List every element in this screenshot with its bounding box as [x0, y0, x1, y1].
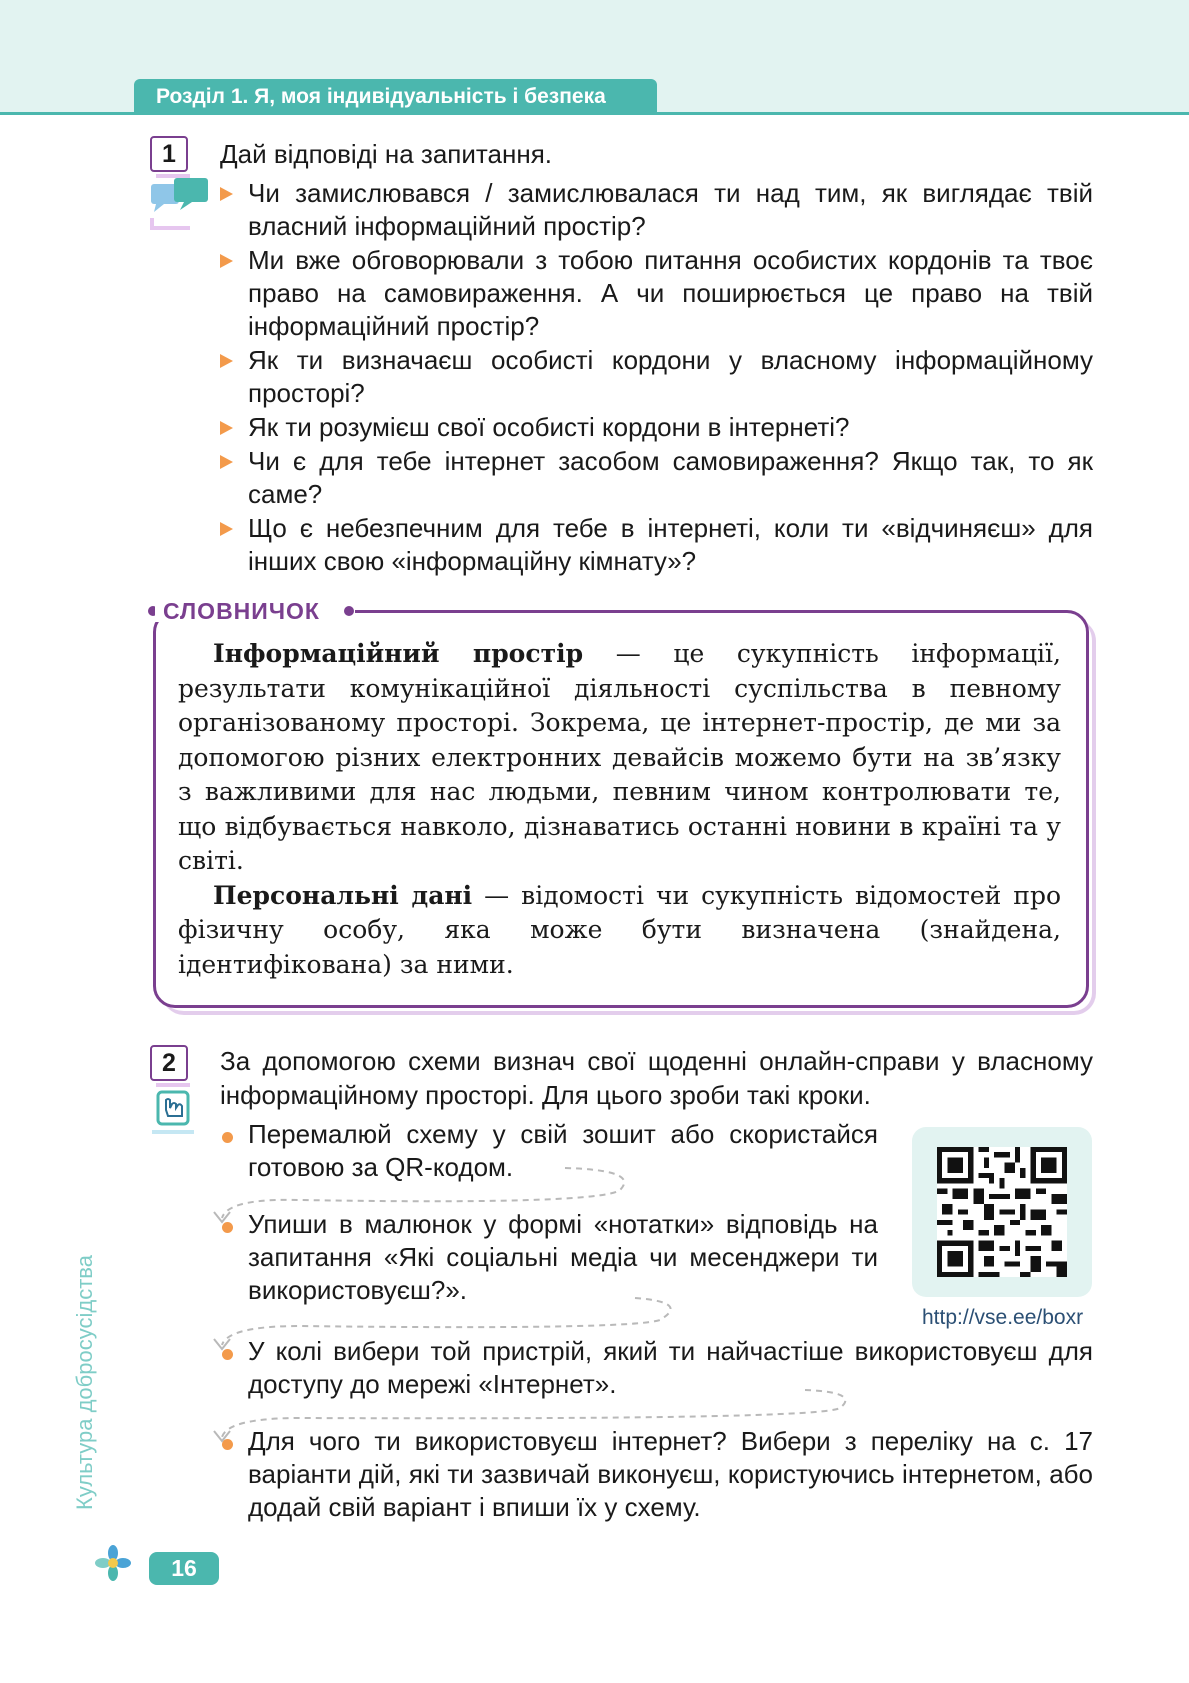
step-item: Для чого ти використовуєш інтернет? Вибери з переліку на с. 17 варіанти дій, які ти зазвичай виконуєш, користуючись інтернетом, або додай свій варіант і впиши їх у схему. [218, 1425, 1093, 1524]
question-item: Як ти визначаєш особисті кордони у власному інформаційному просторі? [218, 344, 1093, 410]
triangle-bullet-icon [220, 254, 233, 268]
dot-bullet-icon [222, 1222, 233, 1233]
task-2-number: 2 [150, 1045, 188, 1081]
question-item: Чи замислювався / замислювалася ти над тим, як виглядає твій власний інформаційний простір? [218, 177, 1093, 243]
page-number: 16 [149, 1552, 219, 1585]
task-2-steps-cont [218, 1335, 1093, 1524]
discussion-icon [150, 178, 210, 232]
side-section-label: Культура добросусідства [72, 1255, 97, 1510]
task-2-steps [218, 1118, 878, 1331]
dot-bullet-icon [222, 1349, 233, 1360]
glossary-entry-1: Інформаційний простір — це сукупність інформації, результати комунікаційної діяльності суспільства в певному організованому просторі. Зокрема, це інтернет-простір, де ми за допомогою різних електронних девайсів можемо бути на зв’язку з важливими для нас людьми, певним чином контролювати те, що відбувається навколо, дізнаватись останні новини в країні та у світі. [178, 639, 1061, 875]
glossary-term-1: Інформаційний простір [213, 639, 584, 668]
task-1-questions [218, 177, 1093, 579]
glossary-dot-right [344, 606, 354, 616]
section-title: Розділ 1. Я, моя індивідуальність і безпека [134, 79, 657, 115]
step-item: Перемалюй схему у свій зошит або скористайся готовою за QR-кодом. [218, 1118, 878, 1184]
triangle-bullet-icon [220, 522, 233, 536]
question-item: Що є небезпечним для тебе в інтернеті, коли ти «відчиняєш» для інших свою «інформаційну кімнату»? [218, 512, 1093, 578]
task-1-intro: Дай відповіді на запитання. [220, 139, 552, 169]
question-item: Ми вже обговорювали з тобою питання особистих кордонів та твоє право на самовираження. А чи поширюється це право на твій інформаційний простір? [218, 244, 1093, 343]
task-1-number: 1 [150, 136, 188, 172]
triangle-bullet-icon [220, 455, 233, 469]
qr-url-link[interactable]: http://vse.ee/boxr [922, 1306, 1084, 1329]
question-item: Як ти розумієш свої особисті кордони в інтернеті? [218, 411, 1093, 444]
glossary-entry-2: Персональні дані — відомості чи сукупність відомостей про фізичну особу, яка може бути визначена (знайдена, ідентифікована) за ними. [178, 880, 1061, 979]
qr-code-panel [912, 1127, 1092, 1297]
glossary-term-2: Персональні дані [213, 880, 473, 910]
step-item: Упиши в малюнок у формі «нотатки» відповідь на запитання «Які соціальні медіа чи месенджери ти використовуєш?». [218, 1208, 878, 1307]
triangle-bullet-icon [220, 187, 233, 201]
triangle-bullet-icon [220, 354, 233, 368]
glossary-title: СЛОВНИЧОК [163, 598, 320, 624]
question-item: Чи є для тебе інтернет засобом самовираження? Якщо так, то як саме? [218, 445, 1093, 511]
flower-logo-icon [94, 1544, 132, 1582]
hand-pointer-icon [150, 1088, 198, 1136]
dot-bullet-icon [222, 1439, 233, 1450]
qr-code-icon [937, 1147, 1067, 1277]
step-item: У колі вибери той пристрій, який ти найчастіше використовуєш для доступу до мережі «Інтернет». [218, 1335, 1093, 1401]
glossary-text [178, 637, 1061, 982]
dot-bullet-icon [222, 1132, 233, 1143]
triangle-bullet-icon [220, 421, 233, 435]
task-2-intro: За допомогою схеми визнач свої щоденні онлайн-справи у власному інформаційному просторі. Для цього зроби такі кроки. [220, 1046, 1093, 1110]
